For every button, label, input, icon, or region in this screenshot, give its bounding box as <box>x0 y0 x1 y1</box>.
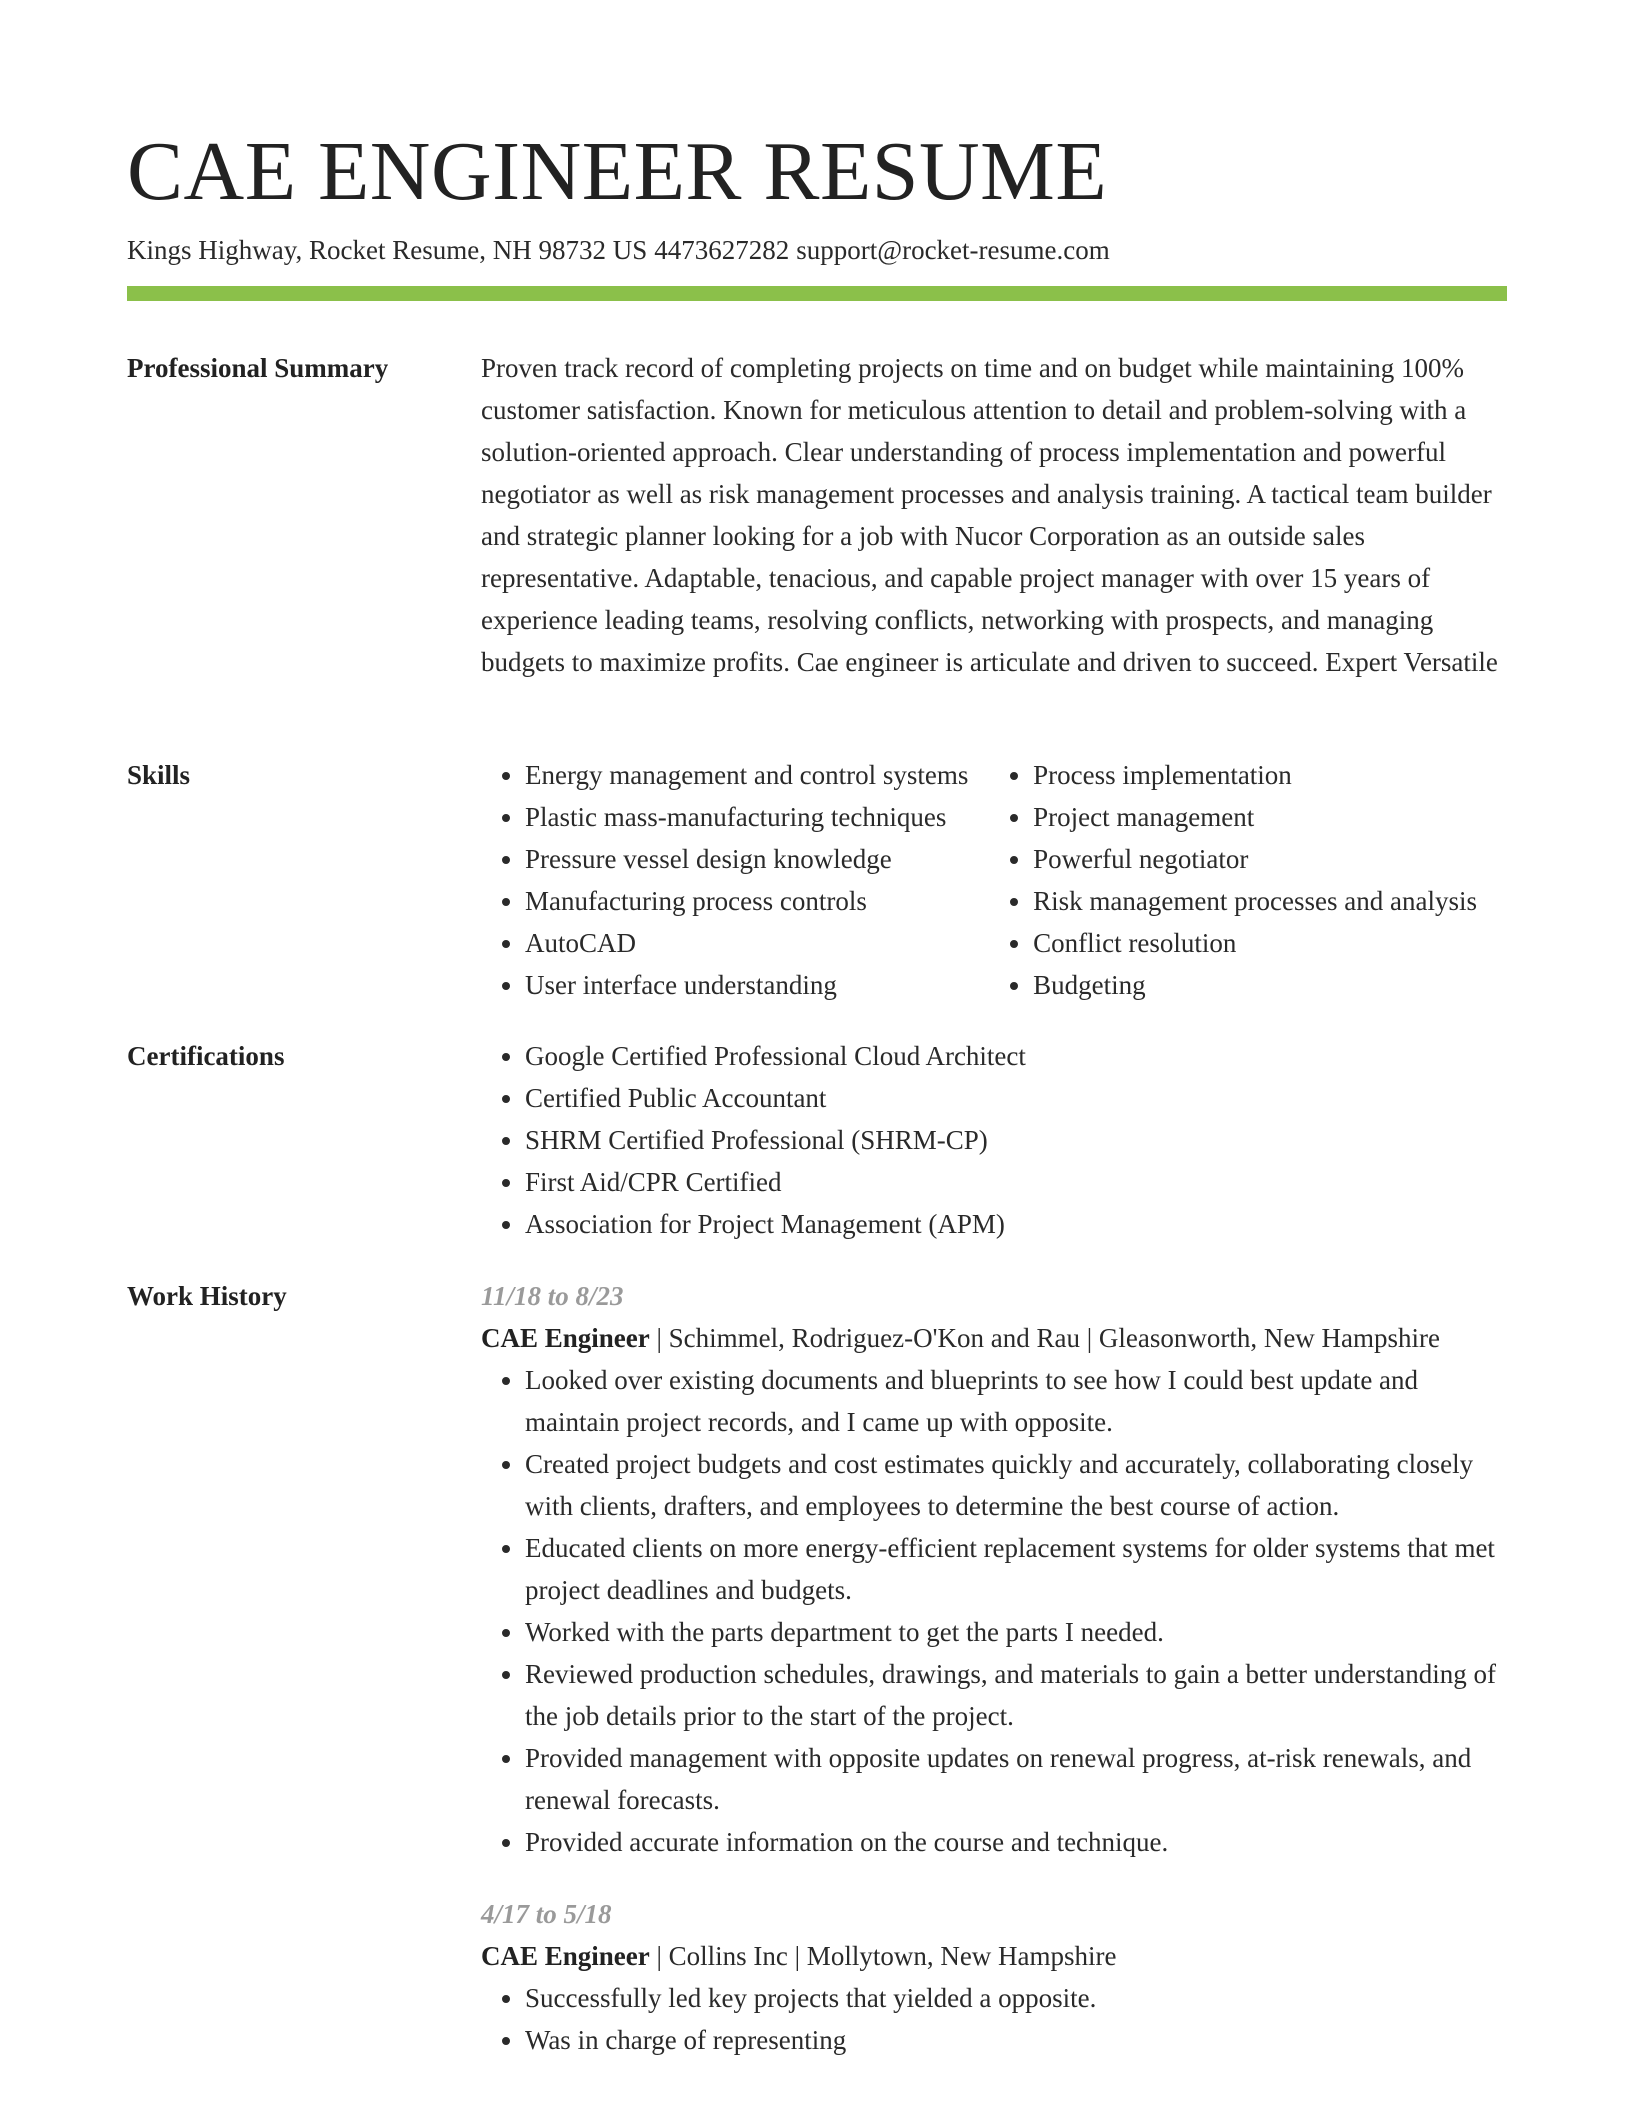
job-bullet: • Reviewed production schedules, drawings, and materials to gain a better understanding of the job details prior to the start of the project. <box>525 1653 1511 1737</box>
job-bullets <box>481 1359 1511 1863</box>
skill-item: • AutoCAD <box>525 922 989 964</box>
header-divider <box>127 286 1507 301</box>
certification-item: • First Aid/CPR Certified <box>525 1161 1511 1203</box>
work-history-heading: Work History <box>127 1281 287 1311</box>
certification-item: • Google Certified Professional Cloud Architect <box>525 1035 1511 1077</box>
contact-email: support@rocket-resume.com <box>796 235 1110 265</box>
job-bullet: • Was in charge of representing <box>525 2019 1511 2061</box>
job-bullet: • Worked with the parts department to get the parts I needed. <box>525 1611 1511 1653</box>
certification-item: • SHRM Certified Professional (SHRM-CP) <box>525 1119 1511 1161</box>
skills-list-left <box>481 754 989 1006</box>
job-bullet: • Looked over existing documents and blueprints to see how I could best update and maintain project records, and I came up with opposite. <box>525 1359 1511 1443</box>
job-entry <box>481 1275 1511 1863</box>
job-bullet: • Created project budgets and cost estimates quickly and accurately, collaborating closely with clients, drafters, and employees to determine the best course of action. <box>525 1443 1511 1527</box>
skill-item: • Process implementation <box>1033 754 1511 796</box>
job-details: | Schimmel, Rodriguez-O'Kon and Rau | Gleasonworth, New Hampshire <box>649 1323 1441 1353</box>
skill-item: • Conflict resolution <box>1033 922 1511 964</box>
skill-item: • Pressure vessel design knowledge <box>525 838 989 880</box>
job-title: CAE Engineer <box>481 1941 650 1971</box>
certifications-heading: Certifications <box>127 1041 285 1071</box>
certifications-list <box>481 1035 1511 1245</box>
job-dates: 4/17 to 5/18 <box>481 1899 612 1929</box>
skill-item: • Budgeting <box>1033 964 1511 1006</box>
job-bullet: • Successfully led key projects that yielded a opposite. <box>525 1977 1511 2019</box>
skill-item: • Manufacturing process controls <box>525 880 989 922</box>
certification-item: • Association for Project Management (APM) <box>525 1203 1511 1245</box>
skills-list-right <box>989 754 1511 1006</box>
skill-item: • Project management <box>1033 796 1511 838</box>
skill-item: • User interface understanding <box>525 964 989 1006</box>
skill-item: • Plastic mass-manufacturing techniques <box>525 796 989 838</box>
summary-heading: Professional Summary <box>127 353 389 383</box>
job-heading <box>481 1317 1511 1359</box>
skill-item: • Powerful negotiator <box>1033 838 1511 880</box>
certification-item: • Certified Public Accountant <box>525 1077 1511 1119</box>
job-bullet: • Provided management with opposite updates on renewal progress, at-risk renewals, and renewal forecasts. <box>525 1737 1511 1821</box>
contact-phone: 4473627282 <box>654 235 790 265</box>
contact-line <box>127 232 1110 268</box>
job-dates: 11/18 to 8/23 <box>481 1281 624 1311</box>
skill-item: • Risk management processes and analysis <box>1033 880 1511 922</box>
contact-address: Kings Highway, Rocket Resume, NH 98732 US <box>127 235 648 265</box>
resume-title: CAE ENGINEER RESUME <box>127 125 1108 218</box>
summary-text: Proven track record of completing projects on time and on budget while maintaining 100% customer satisfaction. Known for meticulous attention to detail and problem-solving with a solution-oriented approach. Clear understanding of process implementation and powerful negotiator as well as risk management processes and analysis training. A tactical team builder and strategic planner looking for a job with Nucor Corporation as an outside sales representative. Adaptable, tenacious, and capable project manager with over 15 years of experience leading teams, resolving conflicts, networking with prospects, and managing budgets to maximize profits. Cae engineer is articulate and driven to succeed. Expert Versatile <box>481 353 1498 677</box>
job-title: CAE Engineer <box>481 1323 650 1353</box>
job-bullet: • Educated clients on more energy-efficient replacement systems for older systems that met project deadlines and budgets. <box>525 1527 1511 1611</box>
job-bullet: • Provided accurate information on the course and technique. <box>525 1821 1511 1863</box>
skills-heading: Skills <box>127 760 191 790</box>
job-entry <box>481 1893 1511 2061</box>
job-bullets <box>481 1977 1511 2061</box>
skill-item: • Energy management and control systems <box>525 754 989 796</box>
job-details: | Collins Inc | Mollytown, New Hampshire <box>649 1941 1117 1971</box>
job-heading <box>481 1935 1511 1977</box>
